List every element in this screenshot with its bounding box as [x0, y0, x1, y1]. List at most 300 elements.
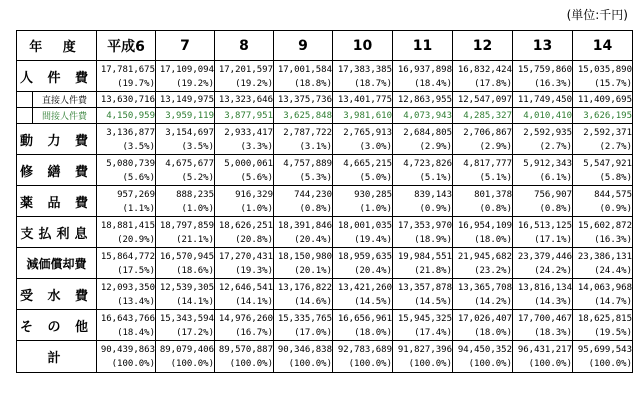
percentage: (2.9%)	[479, 141, 512, 152]
percentage: (19.4%)	[354, 234, 392, 245]
value-cell	[274, 92, 333, 108]
amount: 13,421,260	[337, 282, 392, 293]
percentage: (0.9%)	[419, 203, 452, 214]
amount: 14,976,260	[218, 313, 273, 324]
value-cell	[573, 310, 633, 341]
sub-row-label: 直接人件費	[33, 92, 97, 108]
percentage: (17.8%)	[474, 78, 512, 89]
amount: 3,981,610	[343, 110, 392, 121]
value-cell	[215, 248, 274, 279]
value-cell	[453, 155, 513, 186]
indent-cell	[17, 108, 33, 124]
percentage: (16.7%)	[235, 327, 273, 338]
percentage: (14.1%)	[235, 296, 273, 307]
value-cell	[274, 108, 333, 124]
row-label: 受 水 費	[17, 279, 97, 310]
amount: 17,201,597	[218, 64, 273, 75]
percentage: (3.1%)	[299, 141, 332, 152]
value-cell	[393, 61, 453, 92]
value-cell	[156, 92, 215, 108]
percentage: (5.2%)	[181, 172, 214, 183]
amount: 13,401,775	[337, 94, 392, 105]
percentage: (20.8%)	[235, 234, 273, 245]
value-cell	[453, 341, 513, 373]
value-cell	[513, 61, 573, 92]
amount: 16,656,961	[337, 313, 392, 324]
amount: 14,063,968	[577, 282, 632, 293]
value-cell	[333, 92, 393, 108]
value-cell	[573, 124, 633, 155]
value-cell	[393, 279, 453, 310]
value-cell	[453, 61, 513, 92]
percentage: (6.1%)	[539, 172, 572, 183]
value-cell	[333, 217, 393, 248]
percentage: (21.1%)	[176, 234, 214, 245]
value-cell	[333, 248, 393, 279]
amount: 4,010,410	[523, 110, 572, 121]
amount: 17,001,584	[277, 64, 332, 75]
value-cell	[215, 124, 274, 155]
amount: 13,816,134	[517, 282, 572, 293]
value-cell	[97, 124, 156, 155]
percentage: (16.3%)	[534, 78, 572, 89]
amount: 18,881,415	[100, 220, 155, 231]
amount: 12,539,305	[159, 282, 214, 293]
amount: 5,912,343	[523, 158, 572, 169]
value-cell	[393, 310, 453, 341]
amount: 4,285,327	[463, 110, 512, 121]
amount: 18,626,251	[218, 220, 273, 231]
amount: 16,954,109	[457, 220, 512, 231]
amount: 89,079,406	[159, 345, 214, 355]
amount: 13,365,708	[457, 282, 512, 293]
value-cell	[274, 279, 333, 310]
amount: 930,285	[354, 189, 392, 200]
percentage: (5.1%)	[419, 172, 452, 183]
percentage: (14.3%)	[534, 296, 572, 307]
amount: 2,592,371	[583, 127, 632, 138]
unit-label: (単位:千円)	[566, 8, 628, 22]
value-cell	[156, 108, 215, 124]
year-col: 9	[274, 31, 333, 61]
value-cell	[393, 155, 453, 186]
value-cell	[573, 341, 633, 373]
percentage: (19.2%)	[235, 78, 273, 89]
amount: 16,570,945	[159, 251, 214, 262]
percentage: (19.3%)	[235, 265, 273, 276]
value-cell	[573, 108, 633, 124]
row-label: 減価償却費	[17, 248, 97, 279]
percentage: (100.0%)	[468, 359, 512, 369]
percentage: (18.4%)	[117, 327, 155, 338]
percentage: (16.3%)	[594, 234, 632, 245]
value-cell	[573, 155, 633, 186]
cost-row	[17, 279, 633, 310]
value-cell	[274, 310, 333, 341]
value-cell	[215, 61, 274, 92]
amount: 4,073,943	[403, 110, 452, 121]
value-cell	[97, 92, 156, 108]
amount: 844,575	[594, 189, 632, 200]
percentage: (14.5%)	[414, 296, 452, 307]
percentage: (17.4%)	[414, 327, 452, 338]
percentage: (18.7%)	[354, 78, 392, 89]
value-cell	[274, 124, 333, 155]
percentage: (100.0%)	[111, 359, 155, 369]
amount: 12,093,350	[100, 282, 155, 293]
amount: 801,378	[474, 189, 512, 200]
amount: 3,626,195	[583, 110, 632, 121]
amount: 17,270,431	[218, 251, 273, 262]
amount: 916,329	[235, 189, 273, 200]
amount: 888,235	[176, 189, 214, 200]
percentage: (0.8%)	[479, 203, 512, 214]
percentage: (17.2%)	[176, 327, 214, 338]
value-cell	[274, 61, 333, 92]
percentage: (14.2%)	[474, 296, 512, 307]
percentage: (14.5%)	[354, 296, 392, 307]
percentage: (24.2%)	[534, 265, 572, 276]
percentage: (15.7%)	[594, 78, 632, 89]
value-cell	[215, 279, 274, 310]
amount: 12,863,955	[397, 94, 452, 105]
percentage: (3.5%)	[122, 141, 155, 152]
amount: 15,035,890	[577, 64, 632, 75]
value-cell	[97, 108, 156, 124]
value-cell	[156, 155, 215, 186]
cost-row	[17, 217, 633, 248]
amount: 2,933,417	[224, 127, 273, 138]
amount: 15,602,872	[577, 220, 632, 231]
year-col: 13	[513, 31, 573, 61]
amount: 17,781,675	[100, 64, 155, 75]
cost-table	[16, 30, 633, 373]
percentage: (5.0%)	[359, 172, 392, 183]
amount: 12,547,097	[457, 94, 512, 105]
percentage: (5.1%)	[479, 172, 512, 183]
value-cell	[333, 279, 393, 310]
value-cell	[97, 186, 156, 217]
value-cell	[274, 248, 333, 279]
year-col: 10	[333, 31, 393, 61]
amount: 2,787,722	[283, 127, 332, 138]
value-cell	[513, 92, 573, 108]
cost-row	[17, 61, 633, 92]
year-col: 平成6	[97, 31, 156, 61]
percentage: (1.0%)	[181, 203, 214, 214]
row-label: 人 件 費	[17, 61, 97, 92]
amount: 89,570,887	[218, 345, 273, 355]
value-cell	[573, 248, 633, 279]
value-cell	[453, 248, 513, 279]
value-cell	[393, 186, 453, 217]
amount: 18,001,035	[337, 220, 392, 231]
percentage: (100.0%)	[170, 359, 214, 369]
value-cell	[453, 186, 513, 217]
percentage: (20.1%)	[294, 265, 332, 276]
percentage: (17.1%)	[534, 234, 572, 245]
percentage: (18.6%)	[176, 265, 214, 276]
value-cell	[333, 155, 393, 186]
value-cell	[453, 310, 513, 341]
value-cell	[215, 186, 274, 217]
percentage: (18.0%)	[474, 327, 512, 338]
value-cell	[573, 279, 633, 310]
amount: 4,817,777	[463, 158, 512, 169]
percentage: (2.7%)	[539, 141, 572, 152]
percentage: (0.9%)	[599, 203, 632, 214]
sub-row-label: 間接人件費	[33, 108, 97, 124]
cost-row	[17, 186, 633, 217]
percentage: (17.5%)	[117, 265, 155, 276]
percentage: (18.3%)	[534, 327, 572, 338]
year-col: 12	[453, 31, 513, 61]
value-cell	[156, 279, 215, 310]
amount: 92,783,689	[337, 345, 392, 355]
amount: 2,684,805	[403, 127, 452, 138]
year-header: 年 度	[17, 31, 97, 61]
amount: 3,154,697	[165, 127, 214, 138]
amount: 3,959,119	[165, 110, 214, 121]
percentage: (14.7%)	[594, 296, 632, 307]
amount: 744,230	[294, 189, 332, 200]
value-cell	[156, 186, 215, 217]
percentage: (17.0%)	[294, 327, 332, 338]
value-cell	[393, 341, 453, 373]
year-col: 11	[393, 31, 453, 61]
amount: 17,700,467	[517, 313, 572, 324]
sub-row	[17, 108, 633, 124]
percentage: (100.0%)	[288, 359, 332, 369]
value-cell	[215, 92, 274, 108]
percentage: (3.0%)	[359, 141, 392, 152]
value-cell	[97, 155, 156, 186]
amount: 96,431,217	[517, 345, 572, 355]
amount: 3,877,951	[224, 110, 273, 121]
year-col: 8	[215, 31, 274, 61]
percentage: (19.5%)	[594, 327, 632, 338]
percentage: (20.9%)	[117, 234, 155, 245]
amount: 5,547,921	[583, 158, 632, 169]
value-cell	[573, 92, 633, 108]
header-row	[17, 31, 633, 61]
percentage: (19.7%)	[117, 78, 155, 89]
amount: 13,323,646	[218, 94, 273, 105]
amount: 5,080,739	[106, 158, 155, 169]
value-cell	[274, 217, 333, 248]
value-cell	[453, 108, 513, 124]
year-col: 14	[573, 31, 633, 61]
amount: 15,335,765	[277, 313, 332, 324]
percentage: (100.0%)	[229, 359, 273, 369]
value-cell	[453, 124, 513, 155]
value-cell	[333, 186, 393, 217]
amount: 11,749,450	[517, 94, 572, 105]
amount: 90,439,863	[100, 345, 155, 355]
amount: 4,723,826	[403, 158, 452, 169]
amount: 91,827,396	[397, 345, 452, 355]
value-cell	[97, 217, 156, 248]
percentage: (20.4%)	[354, 265, 392, 276]
amount: 16,937,898	[397, 64, 452, 75]
value-cell	[333, 108, 393, 124]
percentage: (23.2%)	[474, 265, 512, 276]
year-col: 7	[156, 31, 215, 61]
percentage: (5.8%)	[599, 172, 632, 183]
value-cell	[274, 186, 333, 217]
cost-row	[17, 248, 633, 279]
percentage: (21.8%)	[414, 265, 452, 276]
row-label: 支払利息	[17, 217, 97, 248]
amount: 957,269	[117, 189, 155, 200]
value-cell	[513, 310, 573, 341]
amount: 18,150,980	[277, 251, 332, 262]
value-cell	[215, 217, 274, 248]
amount: 2,592,935	[523, 127, 572, 138]
amount: 12,646,541	[218, 282, 273, 293]
value-cell	[333, 61, 393, 92]
percentage: (5.3%)	[299, 172, 332, 183]
percentage: (18.4%)	[414, 78, 452, 89]
percentage: (3.5%)	[181, 141, 214, 152]
value-cell	[215, 108, 274, 124]
cost-row	[17, 155, 633, 186]
percentage: (14.6%)	[294, 296, 332, 307]
value-cell	[513, 186, 573, 217]
amount: 23,386,131	[577, 251, 632, 262]
amount: 18,625,815	[577, 313, 632, 324]
amount: 15,945,325	[397, 313, 452, 324]
value-cell	[573, 217, 633, 248]
amount: 18,797,859	[159, 220, 214, 231]
percentage: (2.7%)	[599, 141, 632, 152]
value-cell	[97, 248, 156, 279]
value-cell	[393, 108, 453, 124]
amount: 3,136,877	[106, 127, 155, 138]
amount: 18,959,635	[337, 251, 392, 262]
amount: 16,832,424	[457, 64, 512, 75]
percentage: (24.4%)	[594, 265, 632, 276]
amount: 17,383,385	[337, 64, 392, 75]
row-label: 薬 品 費	[17, 186, 97, 217]
percentage: (2.9%)	[419, 141, 452, 152]
percentage: (1.0%)	[240, 203, 273, 214]
amount: 4,675,677	[165, 158, 214, 169]
row-label: 修 繕 費	[17, 155, 97, 186]
value-cell	[156, 61, 215, 92]
percentage: (18.0%)	[474, 234, 512, 245]
percentage: (5.6%)	[122, 172, 155, 183]
amount: 16,513,125	[517, 220, 572, 231]
value-cell	[513, 108, 573, 124]
value-cell	[513, 248, 573, 279]
amount: 756,907	[534, 189, 572, 200]
value-cell	[453, 279, 513, 310]
value-cell	[573, 61, 633, 92]
indent-cell	[17, 92, 33, 108]
value-cell	[215, 155, 274, 186]
percentage: (100.0%)	[528, 359, 572, 369]
percentage: (19.2%)	[176, 78, 214, 89]
percentage: (13.4%)	[117, 296, 155, 307]
value-cell	[393, 92, 453, 108]
row-label: 動 力 費	[17, 124, 97, 155]
amount: 13,149,975	[159, 94, 214, 105]
amount: 23,379,446	[517, 251, 572, 262]
amount: 3,625,848	[283, 110, 332, 121]
amount: 21,945,682	[457, 251, 512, 262]
percentage: (14.1%)	[176, 296, 214, 307]
percentage: (20.4%)	[294, 234, 332, 245]
amount: 95,699,543	[577, 345, 632, 355]
amount: 19,984,551	[397, 251, 452, 262]
cost-row	[17, 310, 633, 341]
cost-row	[17, 124, 633, 155]
value-cell	[156, 310, 215, 341]
cost-row	[17, 341, 633, 373]
percentage: (100.0%)	[408, 359, 452, 369]
amount: 94,450,352	[457, 345, 512, 355]
value-cell	[393, 217, 453, 248]
value-cell	[393, 248, 453, 279]
amount: 2,706,867	[463, 127, 512, 138]
amount: 17,353,970	[397, 220, 452, 231]
percentage: (3.3%)	[240, 141, 273, 152]
amount: 17,109,094	[159, 64, 214, 75]
amount: 5,000,061	[224, 158, 273, 169]
value-cell	[97, 310, 156, 341]
amount: 13,357,878	[397, 282, 452, 293]
value-cell	[97, 61, 156, 92]
amount: 18,391,846	[277, 220, 332, 231]
sub-row	[17, 92, 633, 108]
value-cell	[156, 124, 215, 155]
value-cell	[97, 279, 156, 310]
percentage: (1.0%)	[359, 203, 392, 214]
percentage: (100.0%)	[348, 359, 392, 369]
value-cell	[573, 186, 633, 217]
percentage: (100.0%)	[588, 359, 632, 369]
percentage: (1.1%)	[122, 203, 155, 214]
row-label: 計	[17, 341, 97, 373]
amount: 15,343,594	[159, 313, 214, 324]
amount: 4,757,889	[283, 158, 332, 169]
value-cell	[513, 124, 573, 155]
value-cell	[513, 341, 573, 373]
value-cell	[513, 155, 573, 186]
amount: 15,864,772	[100, 251, 155, 262]
percentage: (18.8%)	[294, 78, 332, 89]
amount: 13,630,716	[100, 94, 155, 105]
percentage: (18.9%)	[414, 234, 452, 245]
value-cell	[156, 341, 215, 373]
value-cell	[274, 341, 333, 373]
value-cell	[97, 341, 156, 373]
value-cell	[513, 279, 573, 310]
value-cell	[393, 124, 453, 155]
value-cell	[156, 248, 215, 279]
value-cell	[215, 341, 274, 373]
value-cell	[274, 155, 333, 186]
amount: 15,759,860	[517, 64, 572, 75]
amount: 4,665,215	[343, 158, 392, 169]
amount: 11,409,695	[577, 94, 632, 105]
percentage: (0.8%)	[299, 203, 332, 214]
value-cell	[333, 341, 393, 373]
amount: 2,765,913	[343, 127, 392, 138]
value-cell	[453, 217, 513, 248]
amount: 17,026,407	[457, 313, 512, 324]
